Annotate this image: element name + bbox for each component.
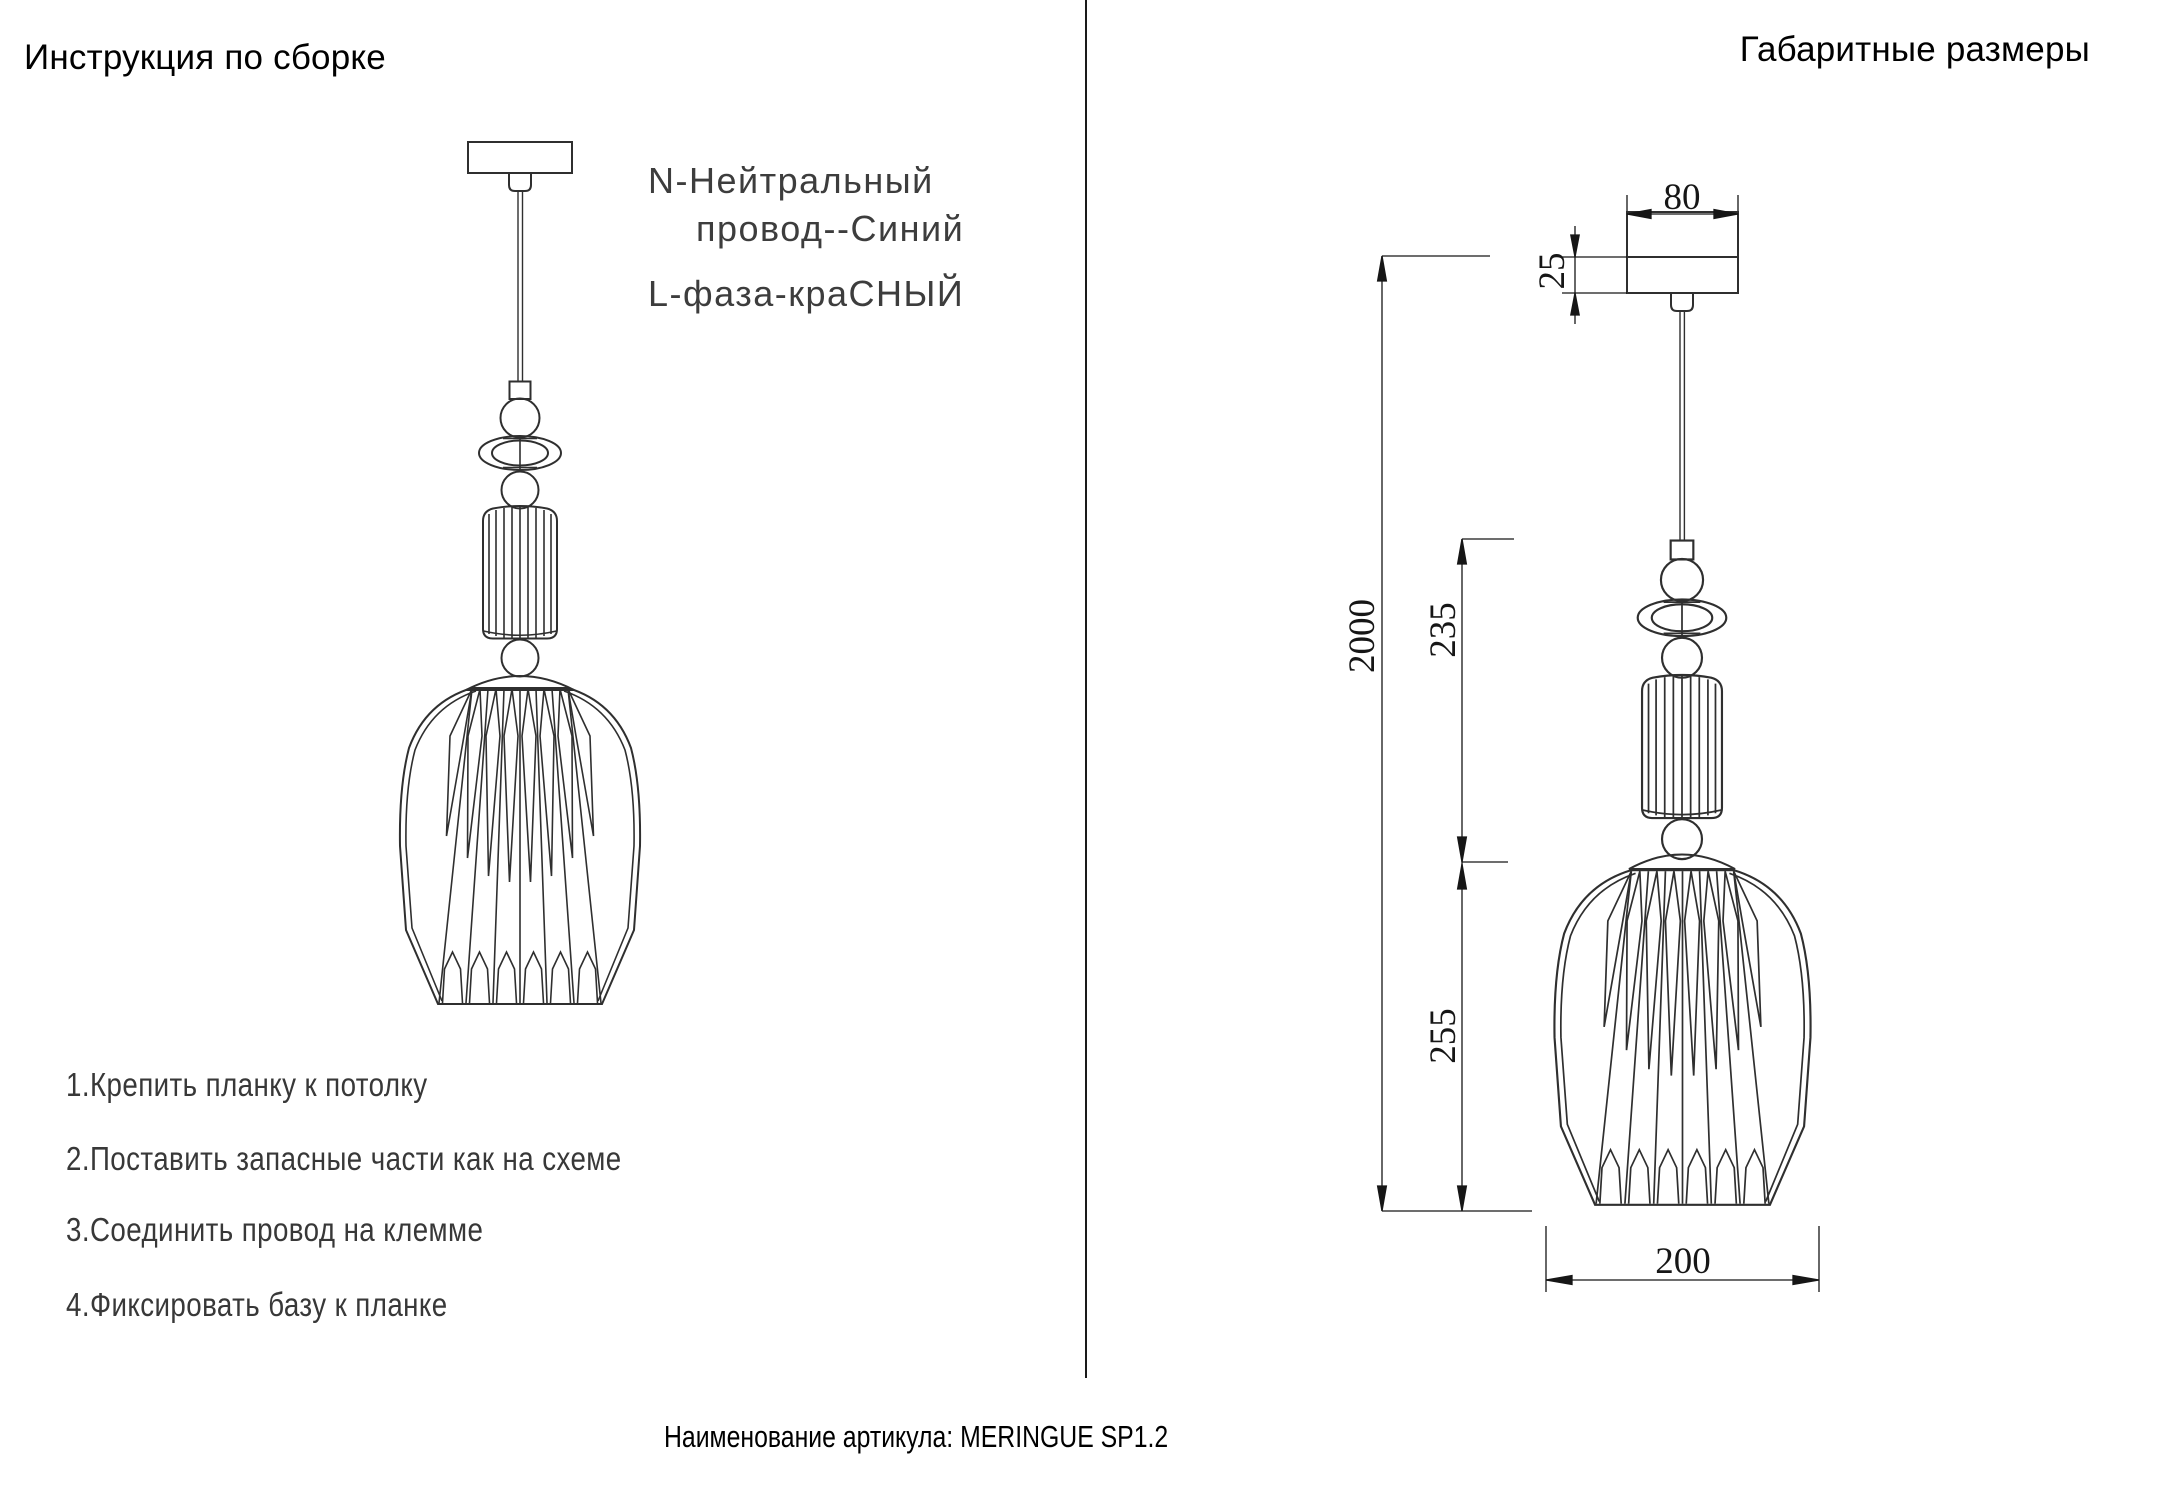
right-lamp-drawing (1554, 212, 1810, 1205)
assembly-step-3: 3.Соединить провод на клемме (66, 1211, 484, 1248)
left-shade (400, 688, 640, 1004)
assembly-step-1: 1.Крепить планку к потолку (66, 1066, 428, 1103)
dim-suspension-length: 235 (1422, 602, 1464, 658)
panel-divider (1085, 0, 1087, 1378)
right-wire (1680, 311, 1684, 540)
dim-shade-diameter: 200 (1655, 1240, 1711, 1282)
left-decor-stack (479, 382, 561, 677)
dim-shade-height: 255 (1422, 1008, 1464, 1064)
dimension-lines (1378, 195, 1819, 1292)
wire-note-line-1: N-Нейтральный (648, 160, 934, 201)
page-title-right: Габаритные размеры (1739, 30, 2090, 69)
left-wire (518, 191, 523, 381)
right-collar (1629, 855, 1735, 870)
right-shade (1554, 870, 1810, 1205)
wire-note-line-2: провод--Синий (696, 208, 965, 249)
page-title-left: Инструкция по сборке (24, 38, 386, 77)
right-nipple (1671, 293, 1693, 311)
left-nipple (509, 173, 531, 191)
dim-overall-drop: 2000 (1341, 599, 1383, 673)
right-decor-stack (1638, 541, 1727, 860)
left-canopy (468, 142, 572, 173)
dim-canopy-width: 80 (1663, 176, 1701, 218)
assembly-step-4: 4.Фиксировать базу к планке (66, 1286, 448, 1323)
wire-note-line-3: L-фаза-краСНЫЙ (648, 273, 965, 314)
right-canopy (1627, 212, 1738, 293)
left-lamp-drawing (400, 142, 640, 1004)
dim-canopy-height: 25 (1531, 252, 1573, 290)
assembly-step-2: 2.Поставить запасные части как на схеме (66, 1140, 622, 1177)
article-name: Наименование артикула: MERINGUE SP1.2 (664, 1419, 1169, 1454)
